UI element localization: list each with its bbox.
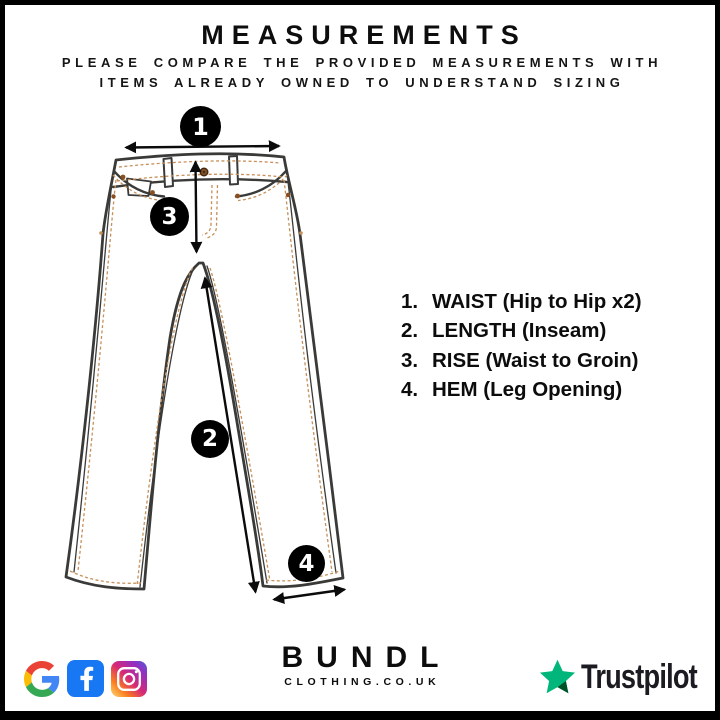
facebook-icon — [67, 660, 104, 697]
rivet — [111, 194, 115, 198]
legend-item-length — [401, 317, 642, 347]
legend-item-waist — [401, 287, 642, 317]
legend-item-number: 4. — [401, 378, 419, 402]
measurement-badge-length: 2 — [191, 420, 229, 458]
jeans-outline — [66, 154, 343, 589]
legend-item-rise — [401, 346, 642, 376]
legend-item-label: WAIST (Hip to Hip x2) — [432, 289, 642, 313]
google-icon — [24, 661, 60, 697]
trustpilot-logo — [539, 658, 720, 697]
rivet — [235, 194, 240, 199]
rivet — [286, 193, 290, 197]
trustpilot-wordmark: Trustpilot — [581, 658, 697, 696]
legend-item-label: HEM (Leg Opening) — [432, 378, 623, 402]
brand-domain: CLOTHING.CO.UK — [284, 676, 441, 688]
legend-item-number: 1. — [401, 289, 419, 313]
social-icons — [24, 660, 147, 697]
subtitle-line-2: ITEMS ALREADY OWNED TO UNDERSTAND SIZING — [99, 75, 625, 90]
legend-item-hem — [401, 376, 642, 406]
legend-item-label: RISE (Waist to Groin) — [432, 348, 639, 372]
subtitle-line-1: PLEASE COMPARE THE PROVIDED MEASUREMENTS WITH — [61, 55, 663, 70]
legend-item-number: 3. — [401, 348, 419, 372]
rivet — [121, 175, 126, 180]
measurement-badge-hem: 4 — [288, 545, 325, 582]
bar-tack — [299, 231, 303, 235]
measurements-legend — [401, 287, 642, 405]
rivet — [150, 190, 155, 195]
legend-item-number: 2. — [401, 319, 419, 343]
legend-item-label: LENGTH (Inseam) — [432, 319, 607, 343]
measurement-badge-rise: 3 — [150, 197, 189, 236]
measurement-badge-waist: 1 — [180, 106, 221, 147]
hem-arrow — [274, 590, 345, 600]
trustpilot-star-icon — [539, 659, 576, 696]
bar-tack — [99, 231, 103, 235]
page-title: MEASUREMENTS — [201, 20, 527, 50]
instagram-icon — [111, 661, 147, 697]
rise-arrow — [196, 162, 197, 252]
brand-name: BUNDL — [281, 641, 452, 674]
